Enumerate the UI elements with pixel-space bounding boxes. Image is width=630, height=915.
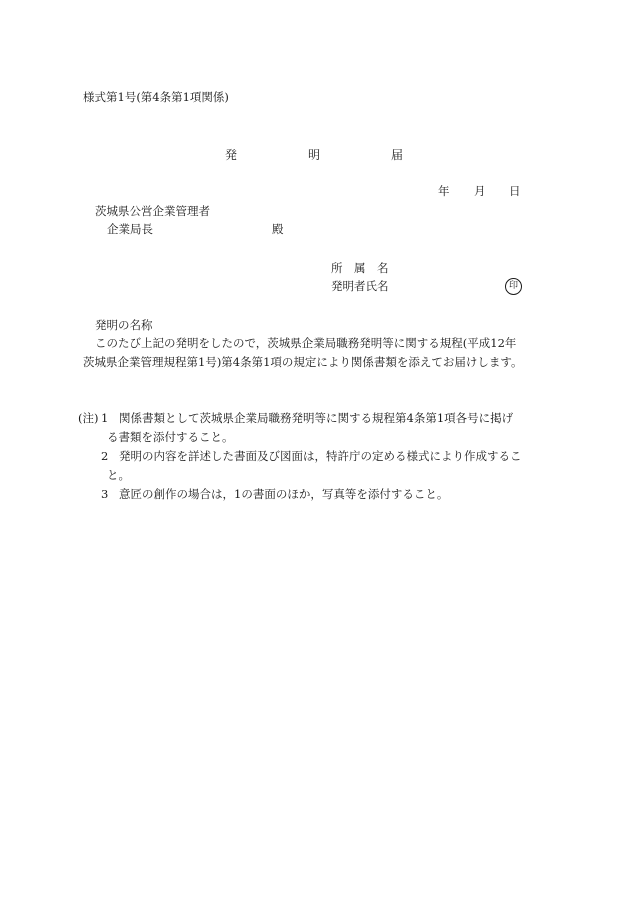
date-month: 月 <box>474 184 486 198</box>
title-char-3: 届 <box>391 148 404 162</box>
note-2-line-2: と。 <box>107 468 130 482</box>
date-year: 年 <box>438 184 450 198</box>
title-char-2: 明 <box>308 148 321 162</box>
seal-mark: 印 <box>505 278 522 295</box>
statement-line-2: 茨城県企業管理規程第1号)第4条第1項の規定により関係書類を添えてお届けします。 <box>83 355 523 369</box>
note-1-line-2: る書類を添付すること。 <box>107 430 234 444</box>
addressee-honorific: 殿 <box>272 222 284 236</box>
invention-name-label: 発明の名称 <box>95 318 153 332</box>
inventor-name-label: 発明者氏名 <box>331 279 389 293</box>
affiliation-label: 所 属 名 <box>331 261 389 275</box>
note-2-number: 2 <box>101 449 109 463</box>
date-day: 日 <box>509 184 521 198</box>
note-3-line-1: 意匠の創作の場合は，1の書面のほか，写真等を添付すること。 <box>119 487 449 501</box>
note-1-line-1: 関係書類として茨城県企業局職務発明等に関する規程第4条第1項各号に掲げ <box>119 411 514 425</box>
statement-line-1: このたび上記の発明をしたので，茨城県企業局職務発明等に関する規程(平成12年 <box>95 336 517 350</box>
note-3-number: 3 <box>101 487 109 501</box>
title-char-1: 発 <box>225 148 238 162</box>
addressee-org: 茨城県公営企業管理者 <box>95 204 210 218</box>
form-label: 様式第1号(第4条第1項関係) <box>83 90 229 104</box>
notes-prefix: (注) <box>78 411 99 425</box>
addressee-role: 企業局長 <box>107 222 153 236</box>
note-2-line-1: 発明の内容を詳述した書面及び図面は，特許庁の定める様式により作成するこ <box>119 449 522 463</box>
note-1-number: 1 <box>101 411 109 425</box>
